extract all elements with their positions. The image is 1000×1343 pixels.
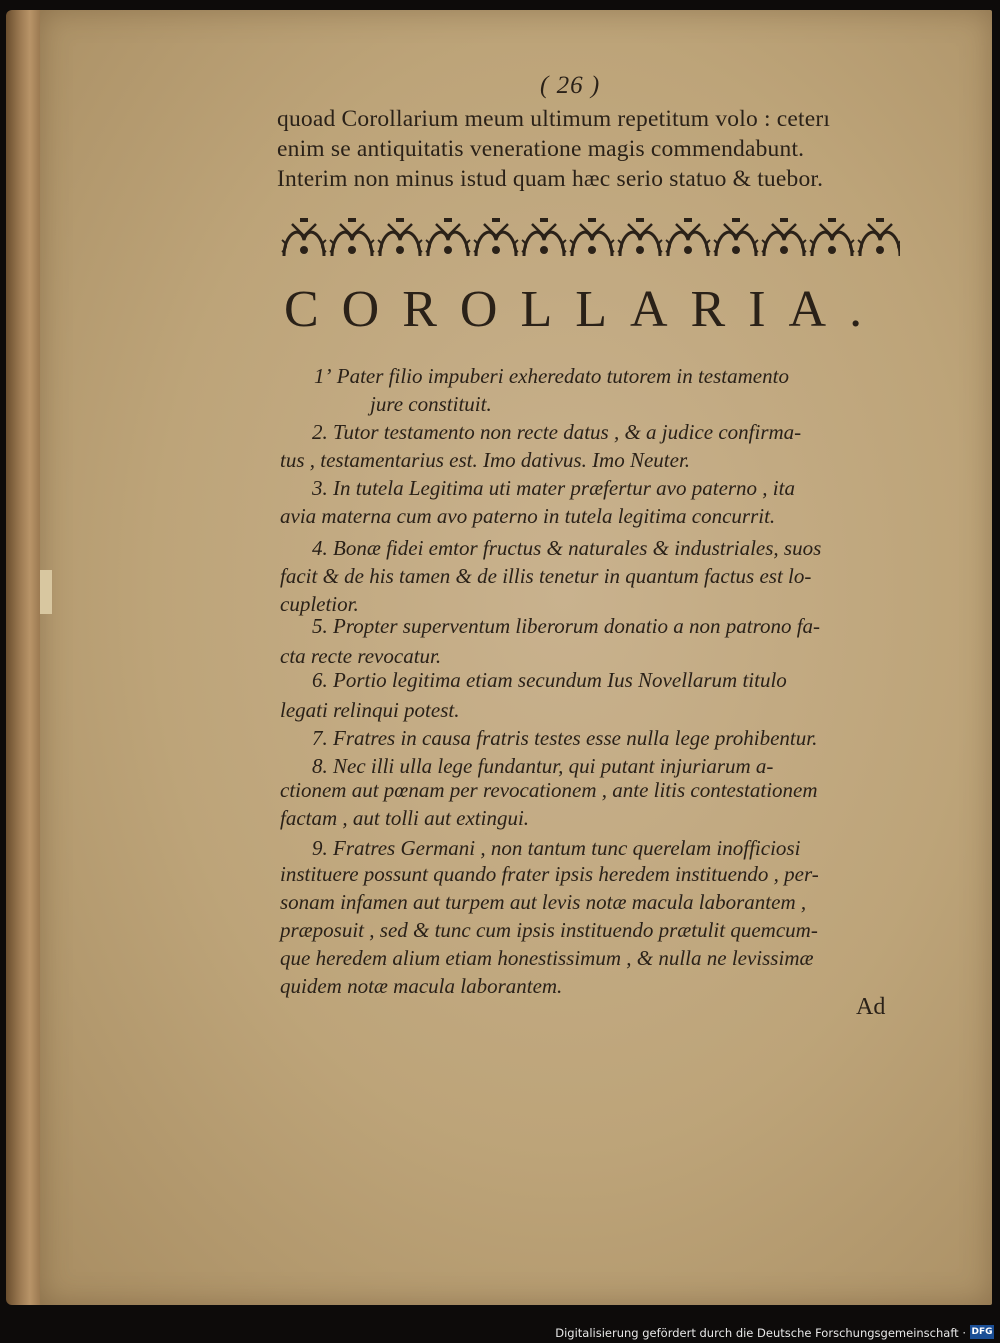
dfg-logo: DFG (971, 1327, 993, 1337)
page-number: ( 26 ) (540, 72, 601, 99)
catchword: Ad (856, 994, 886, 1020)
corollary-line: præposuit , sed & tunc cum ipsis instituendo prætulit quemcum- (280, 918, 818, 942)
prose-line: enim se antiquitatis veneratione magis commendabunt. (277, 136, 805, 162)
corollary-line: ctionem aut pœnam per revocationem , ante litis contestationem (280, 778, 818, 802)
corollary-line: que heredem alium etiam honestissimum , & nulla ne levissimæ (280, 946, 814, 970)
corollary-line: 3. In tutela Legitima uti mater præfertur avo paterno , ita (312, 476, 795, 500)
corollary-line: 4. Bonæ fidei emtor fructus & naturales & industriales, suos (312, 536, 822, 560)
corollary-line: factam , aut tolli aut extingui. (280, 806, 530, 830)
corollary-line: 1ʼ Pater filio impuberi exheredato tutorem in testamento (314, 364, 789, 388)
corollary-line: facit & de his tamen & de illis tenetur in quantum factus est lo- (280, 564, 812, 588)
book-page (40, 10, 992, 1305)
corollary-line: tus , testamentarius est. Imo dativus. Imo Neuter. (280, 448, 691, 472)
page-heading: COROLLARIA. (284, 281, 886, 338)
corollary-line: 9. Fratres Germani , non tantum tunc querelam inofficiosi (312, 836, 801, 860)
corollary-line: 7. Fratres in causa fratris testes esse nulla lege prohibentur. (312, 726, 818, 750)
corollary-line: avia materna cum avo paterno in tutela legitima concurrit. (280, 504, 776, 528)
page-edge-tab (40, 570, 52, 614)
corollary-line: 6. Portio legitima etiam secundum Ius Novellarum titulo (312, 668, 787, 692)
corollary-line: cta recte revocatur. (280, 644, 442, 668)
corollary-line: jure constituit. (370, 392, 492, 416)
prose-line: Interim non minus istud quam hæc serio statuo & tuebor. (277, 166, 824, 192)
corollary-line: instituere possunt quando frater ipsis heredem instituendo , per- (280, 862, 819, 886)
corollary-line: 2. Tutor testamento non recte datus , & a judice confirma- (312, 420, 802, 444)
corollary-line: 5. Propter superventum liberorum donatio a non patrono fa- (312, 614, 821, 638)
corollary-line: quidem notæ macula laborantem. (280, 974, 563, 998)
ornament-band-icon (280, 216, 900, 264)
corollary-line: legati relinqui potest. (280, 698, 460, 722)
digitization-credit: Digitalisierung gefördert durch die Deutsche Forschungsgemeinschaft · (555, 1326, 966, 1340)
prose-line: quoad Corollarium meum ultimum repetitum volo : ceterı (277, 106, 831, 132)
corollary-line: cupletior. (280, 592, 359, 616)
corollary-line: 8. Nec illi ulla lege fundantur, qui putant injuriarum a- (312, 754, 774, 778)
corollary-line: sonam infamen aut turpem aut levis notæ macula laborantem , (280, 890, 807, 914)
